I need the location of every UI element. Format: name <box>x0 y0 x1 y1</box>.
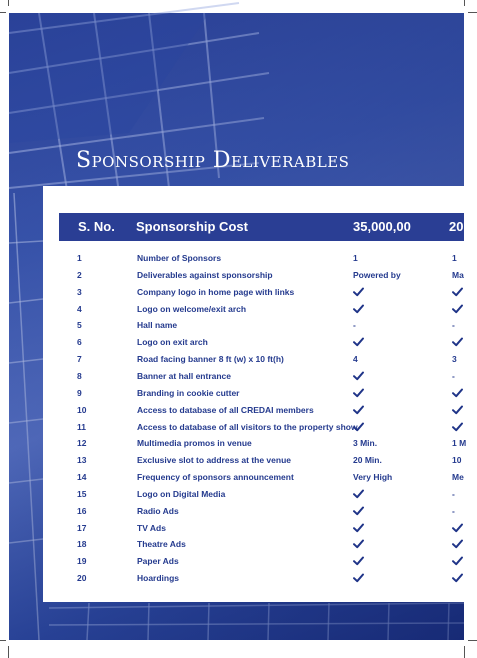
checkmark-icon <box>353 405 364 415</box>
header-sno: S. No. <box>78 219 115 234</box>
crop-mark <box>0 640 6 641</box>
value-col-2 <box>452 402 464 419</box>
row-number: 6 <box>77 337 82 348</box>
checkmark-icon <box>353 388 364 398</box>
value-col-1 <box>353 301 364 318</box>
value-col-2: Me <box>452 472 464 483</box>
row-number: 5 <box>77 320 82 331</box>
value-col-1: Very High <box>353 472 393 483</box>
value-col-1 <box>353 334 364 351</box>
crop-mark <box>464 0 465 6</box>
deliverable-name: Company logo in home page with links <box>137 286 295 297</box>
table-row <box>0 520 464 537</box>
table-row <box>0 301 464 318</box>
table-row <box>0 536 464 553</box>
checkmark-icon <box>353 422 364 432</box>
checkmark-icon <box>452 556 463 566</box>
value-col-2: 1 M <box>452 438 467 449</box>
checkmark-icon <box>353 556 364 566</box>
value-col-1: 4 <box>353 354 358 365</box>
deliverable-name: Radio Ads <box>137 505 179 516</box>
row-number: 1 <box>77 253 82 263</box>
value-col-2 <box>452 334 464 351</box>
table-row <box>0 503 464 520</box>
value-col-2: 3 <box>452 354 457 365</box>
value-col-1: Powered by <box>353 269 401 280</box>
table-row <box>0 419 464 436</box>
value-col-1: - <box>353 320 356 331</box>
table-header <box>59 213 464 241</box>
row-number: 19 <box>77 556 87 567</box>
deliverable-name: Banner at hall entrance <box>137 370 232 381</box>
checkmark-icon <box>353 573 364 583</box>
value-col-2: 1 <box>452 253 457 263</box>
table-row <box>0 486 464 503</box>
deliverable-name: Logo on exit arch <box>137 337 208 348</box>
row-number: 20 <box>77 573 87 584</box>
checkmark-icon <box>452 388 463 398</box>
value-col-2 <box>452 301 464 318</box>
crop-mark <box>468 12 477 13</box>
deliverable-name: Theatre Ads <box>137 539 186 550</box>
value-col-2 <box>452 570 464 587</box>
table-row <box>0 385 464 402</box>
checkmark-icon <box>353 304 364 314</box>
checkmark-icon <box>452 539 463 549</box>
table-row <box>0 368 464 385</box>
value-col-1 <box>353 368 364 385</box>
row-number: 11 <box>77 421 86 432</box>
value-col-1 <box>353 553 364 570</box>
value-col-1 <box>353 536 364 553</box>
table-row <box>0 250 464 267</box>
crop-mark <box>464 646 465 658</box>
row-number: 7 <box>77 354 82 365</box>
checkmark-icon <box>353 287 364 297</box>
checkmark-icon <box>353 489 364 499</box>
deliverable-name: Logo on welcome/exit arch <box>137 303 247 314</box>
deliverable-name: Branding in cookie cutter <box>137 387 240 398</box>
value-col-2: 10 <box>452 455 462 466</box>
row-number: 3 <box>77 286 82 297</box>
header-sponsorship-cost: Sponsorship Cost <box>136 219 248 234</box>
table-row <box>0 317 464 334</box>
value-col-1 <box>353 486 364 503</box>
deliverable-name: TV Ads <box>137 522 166 533</box>
deliverable-name: Deliverables against sponsorship <box>137 269 273 280</box>
checkmark-icon <box>452 405 463 415</box>
value-col-1 <box>353 284 364 301</box>
row-number: 14 <box>77 472 87 483</box>
deliverable-name: Access to database of all CREDAI members <box>137 404 314 415</box>
table-row <box>0 553 464 570</box>
row-number: 8 <box>77 370 82 381</box>
deliverable-name: Exclusive slot to address at the venue <box>137 455 292 466</box>
value-col-2 <box>452 536 464 553</box>
header-price-1: 35,000,00 <box>353 219 411 234</box>
row-number: 13 <box>77 455 87 466</box>
value-col-2: Ma <box>452 269 464 280</box>
value-col-1 <box>353 402 364 419</box>
header-price-2: 20 <box>449 219 464 234</box>
deliverable-name: Hall name <box>137 320 178 331</box>
deliverable-name: Number of Sponsors <box>137 253 222 263</box>
value-col-1 <box>353 503 364 520</box>
checkmark-icon <box>353 506 364 516</box>
deliverable-name: Frequency of sponsors announcement <box>137 472 294 483</box>
page-title: Sponsorship Deliverables <box>76 148 350 173</box>
value-col-1 <box>353 419 364 436</box>
row-number: 16 <box>77 505 87 516</box>
value-col-2 <box>452 419 464 436</box>
crop-mark <box>0 12 6 13</box>
table-row <box>0 570 464 587</box>
table-row <box>0 469 464 486</box>
checkmark-icon <box>452 337 463 347</box>
checkmark-icon <box>353 337 364 347</box>
table-row <box>0 452 464 469</box>
row-number: 10 <box>77 404 87 415</box>
deliverable-name: Logo on Digital Media <box>137 488 226 499</box>
value-col-2: - <box>452 488 455 499</box>
row-number: 4 <box>77 303 82 314</box>
row-number: 9 <box>77 387 82 398</box>
row-number: 17 <box>77 522 87 533</box>
crop-mark <box>468 640 477 641</box>
crop-mark <box>8 0 9 6</box>
value-col-1: 3 Min. <box>353 438 378 449</box>
value-col-2: - <box>452 505 455 516</box>
deliverable-name: Multimedia promos in venue <box>137 438 252 449</box>
checkmark-icon <box>452 573 463 583</box>
table-row <box>0 435 467 452</box>
value-col-2 <box>452 284 464 301</box>
row-number: 18 <box>77 539 87 550</box>
checkmark-icon <box>353 523 364 533</box>
deliverable-name: Hoardings <box>137 573 180 584</box>
checkmark-icon <box>452 422 463 432</box>
value-col-2 <box>452 520 464 537</box>
value-col-2: - <box>452 320 455 331</box>
value-col-1: 20 Min. <box>353 455 382 466</box>
row-number: 2 <box>77 269 82 280</box>
value-col-1: 1 <box>353 253 358 263</box>
checkmark-icon <box>452 287 463 297</box>
table-row <box>0 402 464 419</box>
row-number: 15 <box>77 488 87 499</box>
value-col-1 <box>353 520 364 537</box>
table-row <box>0 284 464 301</box>
value-col-2 <box>452 553 464 570</box>
deliverable-name: Road facing banner 8 ft (w) x 10 ft(h) <box>137 354 284 365</box>
value-col-2: - <box>452 370 455 381</box>
checkmark-icon <box>353 371 364 381</box>
checkmark-icon <box>452 304 463 314</box>
table-row <box>0 351 464 368</box>
deliverable-name: Paper Ads <box>137 556 179 567</box>
row-number: 12 <box>77 438 87 449</box>
crop-mark <box>8 646 9 658</box>
value-col-1 <box>353 570 364 587</box>
value-col-1 <box>353 385 364 402</box>
deliverable-name: Access to database of all visitors to the property show <box>137 421 358 432</box>
value-col-2 <box>452 385 464 402</box>
table-row <box>0 334 464 351</box>
table-row <box>0 267 464 284</box>
checkmark-icon <box>353 539 364 549</box>
checkmark-icon <box>452 523 463 533</box>
